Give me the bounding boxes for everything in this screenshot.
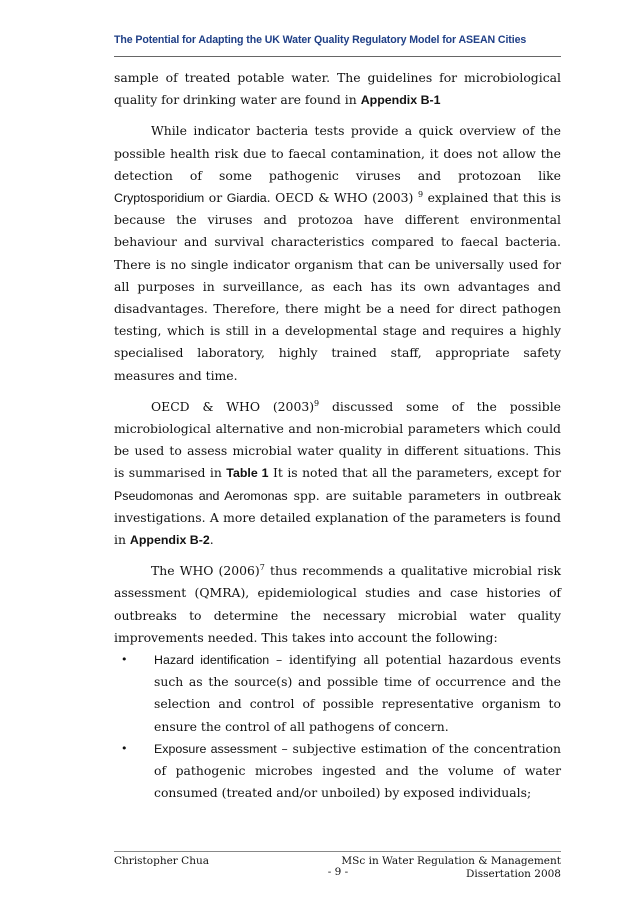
footer-document: Dissertation 2008 (466, 868, 561, 880)
paragraph-1-text: sample of treated potable water. The guidelines for microbiological quality for drinking water are found in (114, 70, 561, 108)
paragraph-3-text-e: . (209, 532, 214, 548)
header-divider (114, 56, 561, 57)
running-header: The Potential for Adapting the UK Water Quality Regulatory Model for ASEAN Cities (114, 34, 527, 46)
paragraph-2-text-a: While indicator bacteria tests provide a quick overview of the possible health risk due to faecal contamination, it does not allow the detection of some pathogenic viruses and protozoan like (114, 123, 561, 183)
footer-divider (114, 851, 561, 852)
footer-program: MSc in Water Regulation & Management (341, 855, 561, 867)
paragraph-3 (114, 396, 561, 551)
paragraph-4-text-a: The WHO (2006) (151, 563, 260, 579)
citation-ref: 9 (417, 189, 424, 199)
table-1-reference: Table 1 (226, 466, 269, 481)
term-cryptosporidium: Cryptosporidium (114, 191, 205, 206)
paragraph-3-text-a: OECD & WHO (2003) (151, 398, 315, 414)
risk-assessment-list (114, 649, 561, 804)
bullet-icon: • (121, 653, 128, 667)
paragraph-4-text-b: thus recommends a qualitative microbial risk assessment (QMRA), epidemiological studies and case histories of outbreaks to determine the necessary microbial water quality improvements needed. This takes into account the following: (114, 563, 561, 645)
bullet-text: – identifying all potential hazardous events such as the source(s) and possible time of occurrence and the selection and control of possible representative organism to ensure the control of all pathogens of concern. (154, 652, 561, 734)
paragraph-2-text-b: or (204, 190, 227, 206)
appendix-b1-reference: Appendix B-1 (360, 93, 441, 108)
bullet-icon: • (121, 741, 128, 755)
paragraph-4 (114, 560, 561, 649)
term-giardia: Giardia (226, 191, 267, 206)
paragraph-2-text-c: . OECD & WHO (2003) (266, 190, 418, 206)
term-hazard-identification: Hazard identification (154, 653, 270, 668)
citation-ref: 9 (314, 398, 320, 408)
paragraph-3-text-b: discussed some of the possible microbiological alternative and non-microbial parameters which could be used to assess microbial water quality in different situations. This is summarised in (114, 398, 561, 481)
appendix-b2-reference: Appendix B-2 (129, 533, 210, 548)
paragraph-3-text-d: spp. are suitable parameters in outbreak investigations. A more detailed explanation of the parameters is found in (114, 487, 561, 548)
term-exposure-assessment: Exposure assessment (154, 741, 277, 756)
term-pseudomonas-aeromonas: Pseudomonas and Aeromonas (114, 488, 288, 503)
list-item-hazard-identification (114, 649, 561, 738)
paragraph-3-text-c: It is noted that all the parameters, except for (268, 465, 561, 481)
page-number: - 9 - (327, 866, 349, 878)
list-item-exposure-assessment (114, 738, 561, 805)
footer-author: Christopher Chua (114, 855, 209, 867)
bullet-text: – subjective estimation of the concentration of pathogenic microbes ingested and the volume of water consumed (treated and/or unboiled) by exposed individuals; (154, 740, 561, 801)
citation-ref: 7 (259, 563, 265, 573)
paragraph-2-text-d: explained that this is because the viruses and protozoa have different environmental behaviour and survival characteristics compared to faecal bacteria. There is no single indicator organism that can be universally used for all purposes in surveillance, as each has its own advantages and disadvantages. Therefore, there might be a need for direct pathogen testing, which is still in a developmental stage and requires a highly specialised laboratory, highly trained staff, appropriate safety measures and time. (114, 190, 561, 383)
paragraph-2 (114, 120, 561, 386)
footer-program-block (341, 855, 561, 881)
page-body (114, 67, 561, 805)
paragraph-1 (114, 67, 561, 111)
